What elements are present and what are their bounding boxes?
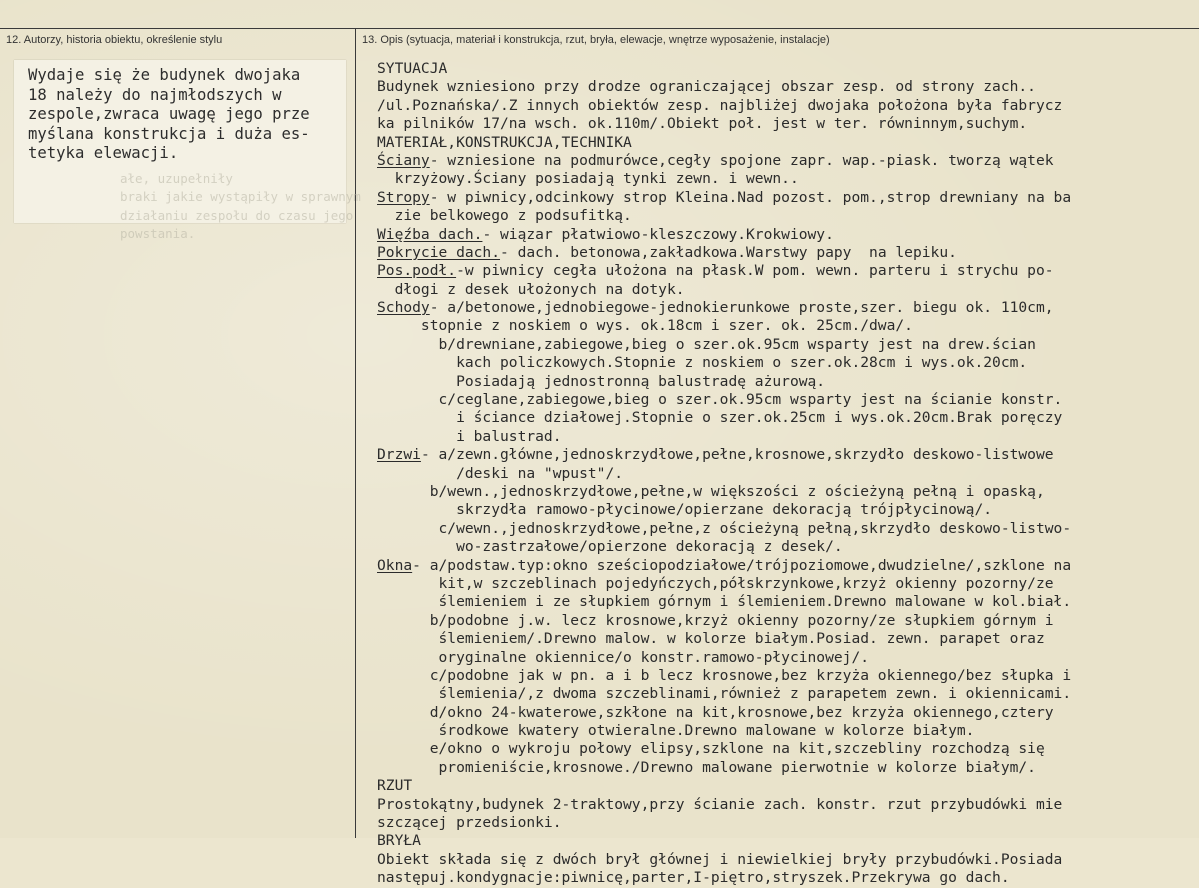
description-text-run: b/wewn.,jednoskrzydłowe,pełne,w większości z ościeżyną pełną i opaską, (377, 482, 1045, 500)
description-text-run: d/okno 24-kwaterowe,szkłone na kit,krosnowe,bez krzyża okiennego,cztery (377, 703, 1054, 721)
description-text-run: promieniście,krosnowe./Drewno malowane pierwotnie w kolorze białym/. (377, 758, 1036, 776)
description-line (377, 704, 1071, 722)
description-text-run: c/podobne jak w pn. a i b lecz krosnowe,bez krzyża okiennego/bez słupka i (377, 666, 1072, 684)
description-text-run: b/podobne j.w. lecz krosnowe,krzyż okienny pozorny/ze słupkiem górnym i (377, 611, 1054, 629)
description-label: Schody (377, 299, 430, 317)
description-text-run: i ściance działowej.Stopnie o szer.ok.25cm i wys.ok.20cm.Brak poręczy (377, 409, 1063, 427)
description-line (377, 446, 1071, 464)
description-line (377, 593, 1071, 611)
column-divider (355, 28, 356, 838)
description-text-run: -w piwnicy cegła ułożona na płask.W pom. wewn. parteru i strychu po- (456, 262, 1054, 280)
description-line (377, 97, 1071, 115)
description-line (377, 465, 1071, 483)
description-text-run: wo-zastrzałowe/opierzone dekoracją z desek/. (377, 538, 843, 556)
description-line (377, 483, 1071, 501)
description-text-run: oryginalne okiennice/o konstr.ramowo-płycinowej/. (377, 648, 870, 666)
description-text-run: Posiadają jednostronną balustradę ażurową. (377, 372, 826, 390)
description-line (377, 409, 1071, 427)
description-text-run: Budynek wzniesiono przy drodze ograniczającej obszar zesp. od strony zach.. (377, 78, 1036, 96)
description-text-run: /ul.Poznańska/.Z innych obiektów zesp. najbliżej dwojaka położona była fabrycz (377, 96, 1063, 114)
description-label: Okna (377, 556, 413, 574)
description-line (377, 189, 1071, 207)
description-text-run: ślemieniem i ze słupkiem górnym i ślemieniem.Drewno malowane w kol.biał. (377, 593, 1072, 611)
description-line (377, 796, 1071, 814)
description-line (377, 667, 1071, 685)
section-12-heading: 12. Autorzy, historia obiektu, określenie stylu (6, 34, 223, 46)
description-line (377, 851, 1071, 869)
description-line (377, 832, 1071, 850)
note-line: tetyka elewacji. (28, 144, 179, 163)
description-line (377, 759, 1071, 777)
description-label: Więźba dach. (377, 225, 483, 243)
description-line (377, 317, 1071, 335)
description-text-run: stopnie z noskiem o wys. ok.18cm i szer. ok. 25cm./dwa/. (377, 317, 913, 335)
description-text-run: - dach. betonowa,zakładkowa.Warstwy papy na lepiku. (500, 243, 957, 261)
description-line (377, 152, 1071, 170)
description-text-run: b/drewniane,zabiegowe,bieg o szer.ok.95cm wsparty jest na drew.ścian (377, 335, 1036, 353)
description-text-run: c/wewn.,jednoskrzydłowe,pełne,z ościeżyną pełną,skrzydło deskowo-listwo- (377, 519, 1072, 537)
description-line (377, 373, 1071, 391)
ghost-line: powstania. (120, 226, 196, 242)
note-line: Wydaje się że budynek dwojaka (28, 66, 301, 84)
description-line (377, 299, 1071, 317)
description-text-run: następuj.kondygnacje:piwnicę,parter,I-piętro,stryszek.Przekrywa go dach. (377, 869, 1010, 887)
description-line (377, 777, 1071, 795)
description-line (377, 60, 1071, 78)
description-label: RZUT (377, 777, 413, 795)
description-line (377, 170, 1071, 188)
description-line (377, 281, 1071, 299)
description-text-run: - a/zewn.główne,jednoskrzydłowe,pełne,krosnowe,skrzydło deskowo-listwowe (420, 446, 1054, 464)
note-line: 18 należy do najmłodszych w (28, 85, 282, 104)
description-text (377, 60, 1071, 888)
description-text-run: środkowe kwatery otwieralne.Drewno malowane w kolorze białym. (377, 722, 975, 740)
description-text-run: kit,w szczeblinach pojedyńczych,półskrzynkowe,krzyż okienny pozorny/ze (377, 574, 1054, 592)
description-line (377, 207, 1071, 225)
note-line: zespole,zwraca uwagę jego prze (28, 105, 310, 124)
description-text-run: skrzydła ramowo-płycinowe/opierzane dekoracją trójpłycinową/. (377, 501, 993, 519)
description-text-run: /deski na "wpust"/. (377, 464, 624, 482)
description-line (377, 354, 1071, 372)
description-label: Drzwi (377, 446, 421, 464)
description-text-run: - wzniesione na podmurówce,cegły spojone zapr. wap.-piask. tworzą wątek (429, 151, 1054, 169)
description-text-run: - w piwnicy,odcinkowy strop Kleina.Nad pozost. pom.,strop drewniany na ba (429, 188, 1072, 206)
description-text-run: krzyżowy.Ściany posiadają tynki zewn. i wewn.. (377, 170, 799, 188)
description-text-run: - a/betonowe,jednobiegowe-jednokierunkowe proste,szer. biegu ok. 110cm, (429, 299, 1054, 317)
description-line (377, 428, 1071, 446)
description-text-run: e/okno o wykroju połowy elipsy,szklone na kit,szczebliny rozchodzą się (377, 740, 1045, 758)
description-text-run: Obiekt składa się z dwóch brył głównej i niewielkiej bryły przybudówki.Posiada (377, 850, 1063, 868)
description-line (377, 336, 1071, 354)
description-line (377, 814, 1071, 832)
show-through-text (120, 156, 361, 260)
description-line (377, 538, 1071, 556)
description-line (377, 226, 1071, 244)
description-line (377, 612, 1071, 630)
description-label: Pokrycie dach. (377, 243, 501, 261)
description-text-run: ślemieniem/.Drewno malow. w kolorze białym.Posiad. zewn. parapet oraz (377, 630, 1045, 648)
description-text-run: i balustrad. (377, 427, 562, 445)
description-text-run: c/ceglane,zabiegowe,bieg o szer.ok.95cm wsparty jest na ścianie konstr. (377, 391, 1063, 409)
description-label: SYTUACJA (377, 60, 448, 77)
description-line (377, 630, 1071, 648)
description-text-run: ślemienia/,z dwoma szczeblinami,również z parapetem zewn. i okiennicami. (377, 685, 1072, 703)
description-label: Stropy (377, 188, 430, 206)
ghost-line: braki jakie wystąpiły w sprawnym (120, 189, 361, 205)
description-label: MATERIAŁ,KONSTRUKCJA,TECHNIKA (377, 133, 632, 151)
description-line (377, 869, 1071, 887)
description-line (377, 262, 1071, 280)
description-line (377, 115, 1071, 133)
description-line (377, 722, 1071, 740)
description-text-run: ka pilników 17/na wsch. ok.110m/.Obiekt poł. jest w ter. równinnym,suchym. (377, 115, 1028, 133)
description-line (377, 575, 1071, 593)
description-text-run: zie belkowego z podsufitką. (377, 207, 632, 225)
ghost-line: działaniu zespołu do czasu jego (120, 207, 354, 223)
description-line (377, 134, 1071, 152)
description-text-run: kach policzkowych.Stopnie z noskiem o szer.ok.28cm i wys.ok.20cm. (377, 354, 1028, 372)
description-text-run: - wiązar płatwiowo-kleszczowy.Krokwiowy. (482, 225, 834, 243)
description-line (377, 391, 1071, 409)
description-line (377, 244, 1071, 262)
description-line (377, 520, 1071, 538)
description-line (377, 557, 1071, 575)
description-text-run: - a/podstaw.typ:okno sześciopodziałowe/trójpoziomowe,dwudzielne/,szklone na (412, 556, 1072, 574)
description-line (377, 685, 1071, 703)
description-line (377, 78, 1071, 96)
description-label: Ściany (377, 151, 430, 169)
authors-history-note (28, 66, 310, 164)
description-text-run: Prostokątny,budynek 2-traktowy,przy ścianie zach. konstr. rzut przybudówki mie (377, 795, 1063, 813)
description-line (377, 740, 1071, 758)
description-label: BRYŁA (377, 832, 421, 850)
section-13-heading: 13. Opis (sytuacja, materiał i konstrukcja, rzut, bryła, elewacje, wnętrze wyposażenie, instalacje) (362, 34, 830, 46)
description-line (377, 501, 1071, 519)
top-rule (0, 28, 1199, 29)
note-line: myślana konstrukcja i duża es- (28, 124, 310, 143)
description-line (377, 649, 1071, 667)
description-text-run: dłogi z desek ułożonych na dotyk. (377, 280, 685, 298)
ghost-line: ałe, uzupełniły (120, 171, 233, 186)
description-text-run: szczącej przedsionki. (377, 814, 562, 832)
description-label: Pos.podł. (377, 262, 457, 280)
